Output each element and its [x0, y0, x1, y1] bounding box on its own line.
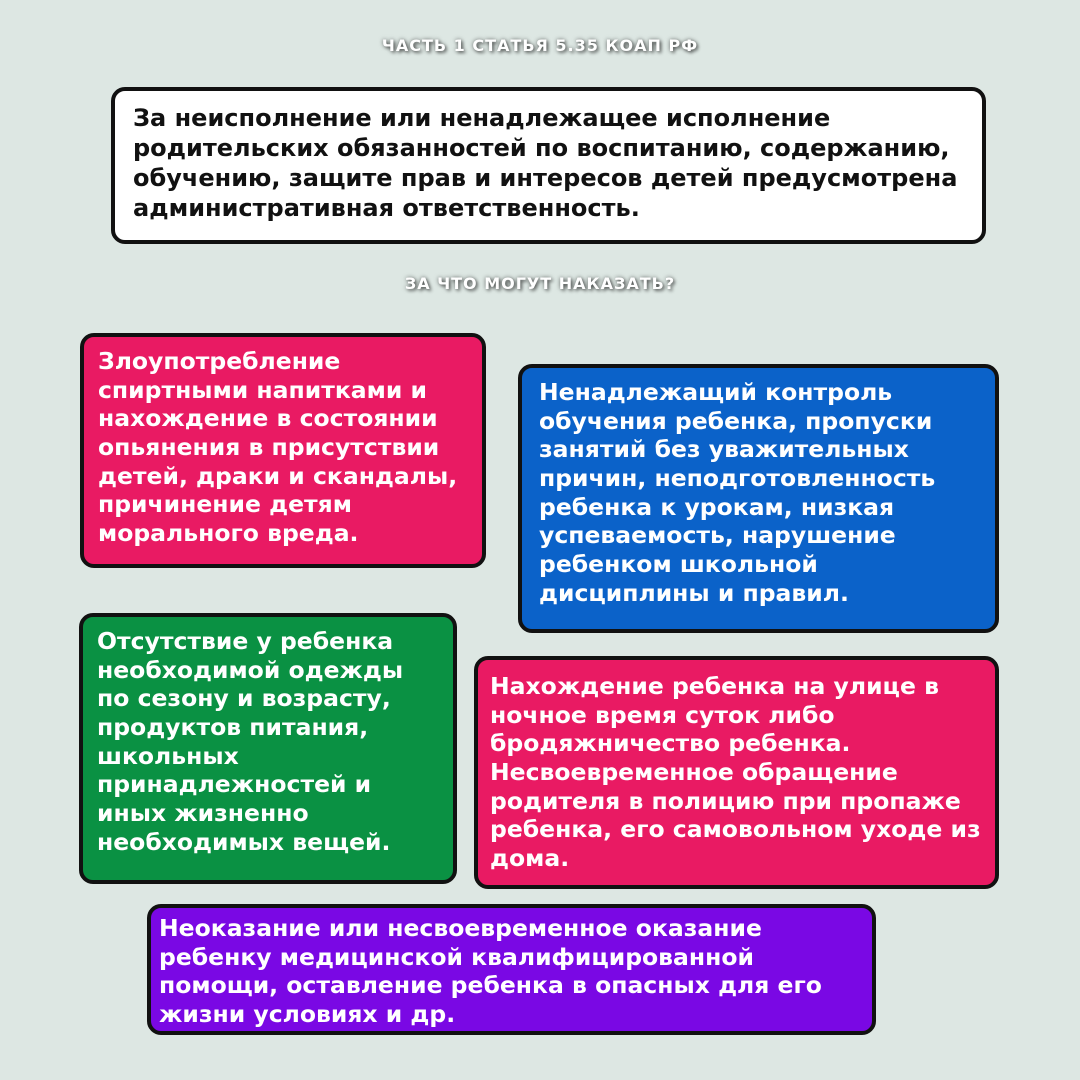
- card-street-text: Нахождение ребенка на улице в ночное время суток либо бродяжничество ребенка. Несвоевременное обращение родителя в полицию при пропаже ребенка, его самовольном уходе из дома.: [490, 672, 981, 872]
- card-necessities: [79, 613, 457, 884]
- card-school-text: Ненадлежащий контроль обучения ребенка, пропуски занятий без уважительных причин, неподготовленность ребенка к урокам, низкая успеваемость, нарушение ребенком школьной дисциплины и правил.: [539, 378, 936, 607]
- card-alcohol-abuse: [80, 333, 486, 568]
- card-medical-help: [147, 904, 876, 1035]
- card-school-control: [518, 364, 999, 633]
- intro-text: За неисполнение или ненадлежащее исполнение родительских обязанностей по воспитанию, содержанию, обучению, защите прав и интересов детей предусмотрена административная ответственность.: [133, 104, 958, 222]
- page-title: ЧАСТЬ 1 СТАТЬЯ 5.35 КОАП РФ: [381, 36, 699, 55]
- card-clothing-text: Отсутствие у ребенка необходимой одежды по сезону и возрасту, продуктов питания, школьных принадлежностей и иных жизненно необходимых вещей.: [97, 627, 404, 856]
- intro-box: [111, 87, 986, 244]
- card-street-night: [474, 656, 999, 889]
- card-alcohol-text: Злоупотребление спиртными напитками и нахождение в состоянии опьянения в присутствии детей, драки и скандалы, причинение детям морального вреда.: [98, 347, 458, 547]
- card-medical-text: Неоказание или несвоевременное оказание ребенку медицинской квалифицированной помощи, оставление ребенка в опасных для его жизни условиях и др.: [159, 914, 822, 1028]
- section-heading: ЗА ЧТО МОГУТ НАКАЗАТЬ?: [404, 274, 676, 293]
